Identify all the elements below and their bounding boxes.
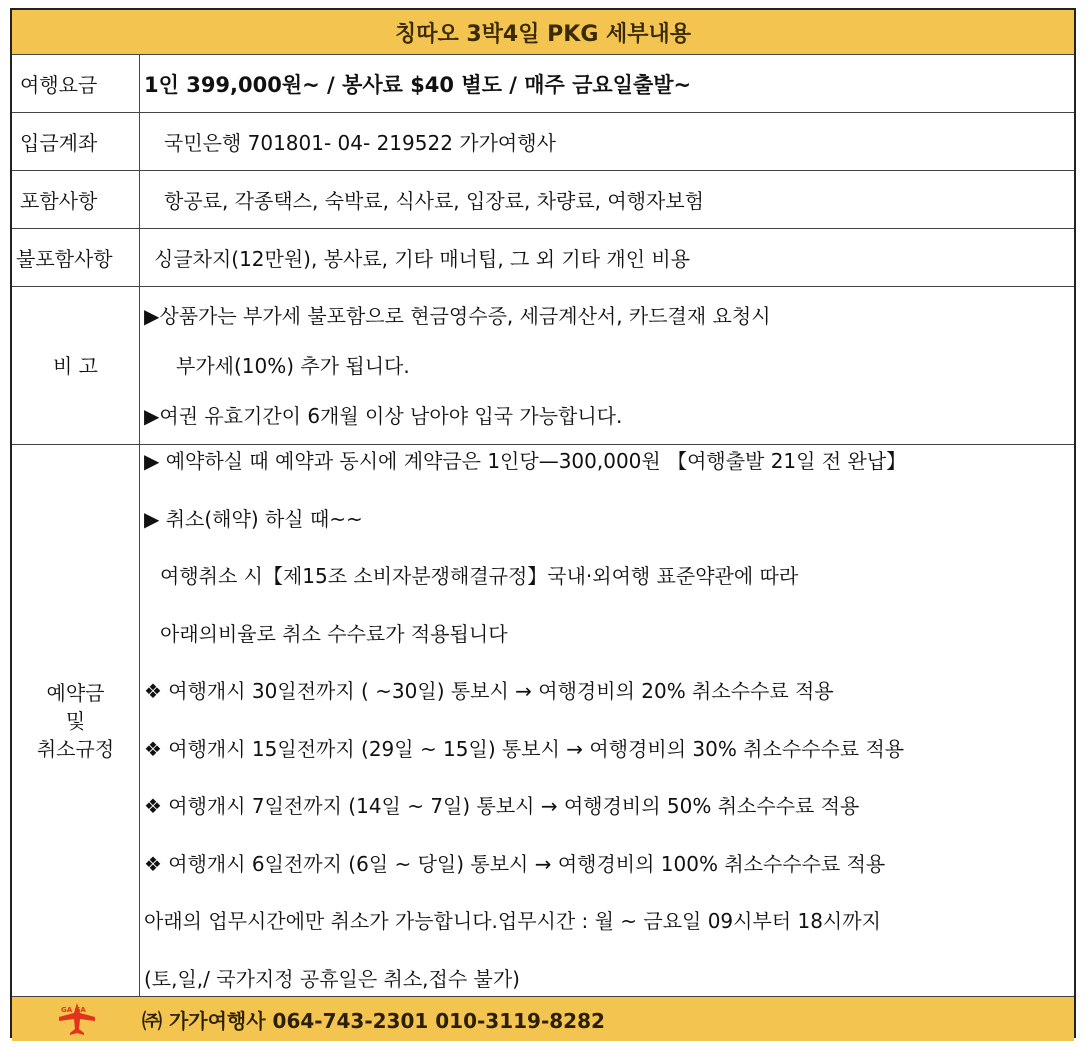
remarks-line: ▶상품가는 부가세 불포함으로 현금영수증, 세금계산서, 카드결재 요청시 bbox=[144, 303, 771, 328]
cancellation-line: ▶ 예약하실 때 예약과 동시에 계약금은 1인당—300,000원 【여행출발 21일 전 완납】 bbox=[144, 449, 907, 473]
airplane-icon bbox=[57, 1001, 97, 1037]
cancellation-label bbox=[12, 445, 140, 996]
account-value: 국민은행 701801- 04- 219522 가가여행사 bbox=[164, 131, 556, 155]
row-account bbox=[12, 113, 1074, 171]
cancellation-line: 아래의비율로 취소 수수료가 적용됩니다 bbox=[160, 621, 508, 646]
cancellation-line: ▶ 취소(해약) 하실 때~~ bbox=[144, 506, 363, 531]
logo-text: GA GA bbox=[61, 1006, 86, 1014]
included-value: 항공료, 각종택스, 숙박료, 식사료, 입장료, 차량료, 여행자보험 bbox=[164, 189, 704, 213]
fee-value: 1인 399,000원~ / 봉사료 $40 별도 / 매주 금요일출발~ bbox=[144, 72, 692, 97]
cancellation-line: ❖ 여행개시 30일전까지 ( ~30일) 통보시 → 여행경비의 20% 취소수수료 적용 bbox=[144, 679, 834, 703]
cancellation-label-line: 및 bbox=[65, 708, 86, 733]
row-cancellation bbox=[12, 445, 1074, 997]
remarks-line: 부가세(10%) 추가 됩니다. bbox=[176, 353, 410, 378]
fee-label: 여행요금 bbox=[12, 55, 140, 112]
cancellation-label-line: 취소규정 bbox=[36, 736, 115, 761]
remarks-label: 비 고 bbox=[12, 287, 140, 444]
cancellation-label-line: 예약금 bbox=[46, 680, 105, 705]
account-label: 입금계좌 bbox=[12, 113, 140, 170]
cancellation-line: ❖ 여행개시 7일전까지 (14일 ~ 7일) 통보시 → 여행경비의 50% 취소수수료 적용 bbox=[144, 794, 860, 818]
remarks-line: ▶여권 유효기간이 6개월 이상 남아야 입국 가능합니다. bbox=[144, 403, 623, 428]
package-details-table bbox=[10, 8, 1076, 1038]
cancellation-line: ❖ 여행개시 6일전까지 (6일 ~ 당일) 통보시 → 여행경비의 100% 취소수수수료 적용 bbox=[144, 851, 886, 876]
excluded-label: 불포함사항 bbox=[12, 229, 140, 286]
cancellation-line: 여행취소 시【제15조 소비자분쟁해결규정】국내·외여행 표준약관에 따라 bbox=[160, 564, 799, 588]
row-included bbox=[12, 171, 1074, 229]
company-contact: ㈜ 가가여행사 064-743-2301 010-3119-8282 bbox=[142, 1008, 605, 1033]
row-excluded bbox=[12, 229, 1074, 287]
excluded-value: 싱글차지(12만원), 봉사료, 기타 매너팁, 그 외 기타 개인 비용 bbox=[154, 247, 691, 271]
row-remarks bbox=[12, 287, 1074, 445]
remarks-content bbox=[140, 287, 1074, 444]
footer-bar bbox=[12, 997, 1074, 1041]
cancellation-line: 아래의 업무시간에만 취소가 가능합니다.업무시간 : 월 ~ 금요일 09시부터 18시까지 bbox=[144, 909, 881, 933]
table-title: 칭따오 3박4일 PKG 세부내용 bbox=[12, 10, 1074, 55]
company-logo bbox=[12, 1001, 142, 1037]
included-label: 포함사항 bbox=[12, 171, 140, 228]
cancellation-content bbox=[140, 445, 1074, 996]
cancellation-line: (토,일,/ 국가지정 공휴일은 취소,접수 불가) bbox=[144, 966, 520, 991]
row-fee bbox=[12, 55, 1074, 113]
cancellation-line: ❖ 여행개시 15일전까지 (29일 ~ 15일) 통보시 → 여행경비의 30% 취소수수수료 적용 bbox=[144, 736, 905, 761]
